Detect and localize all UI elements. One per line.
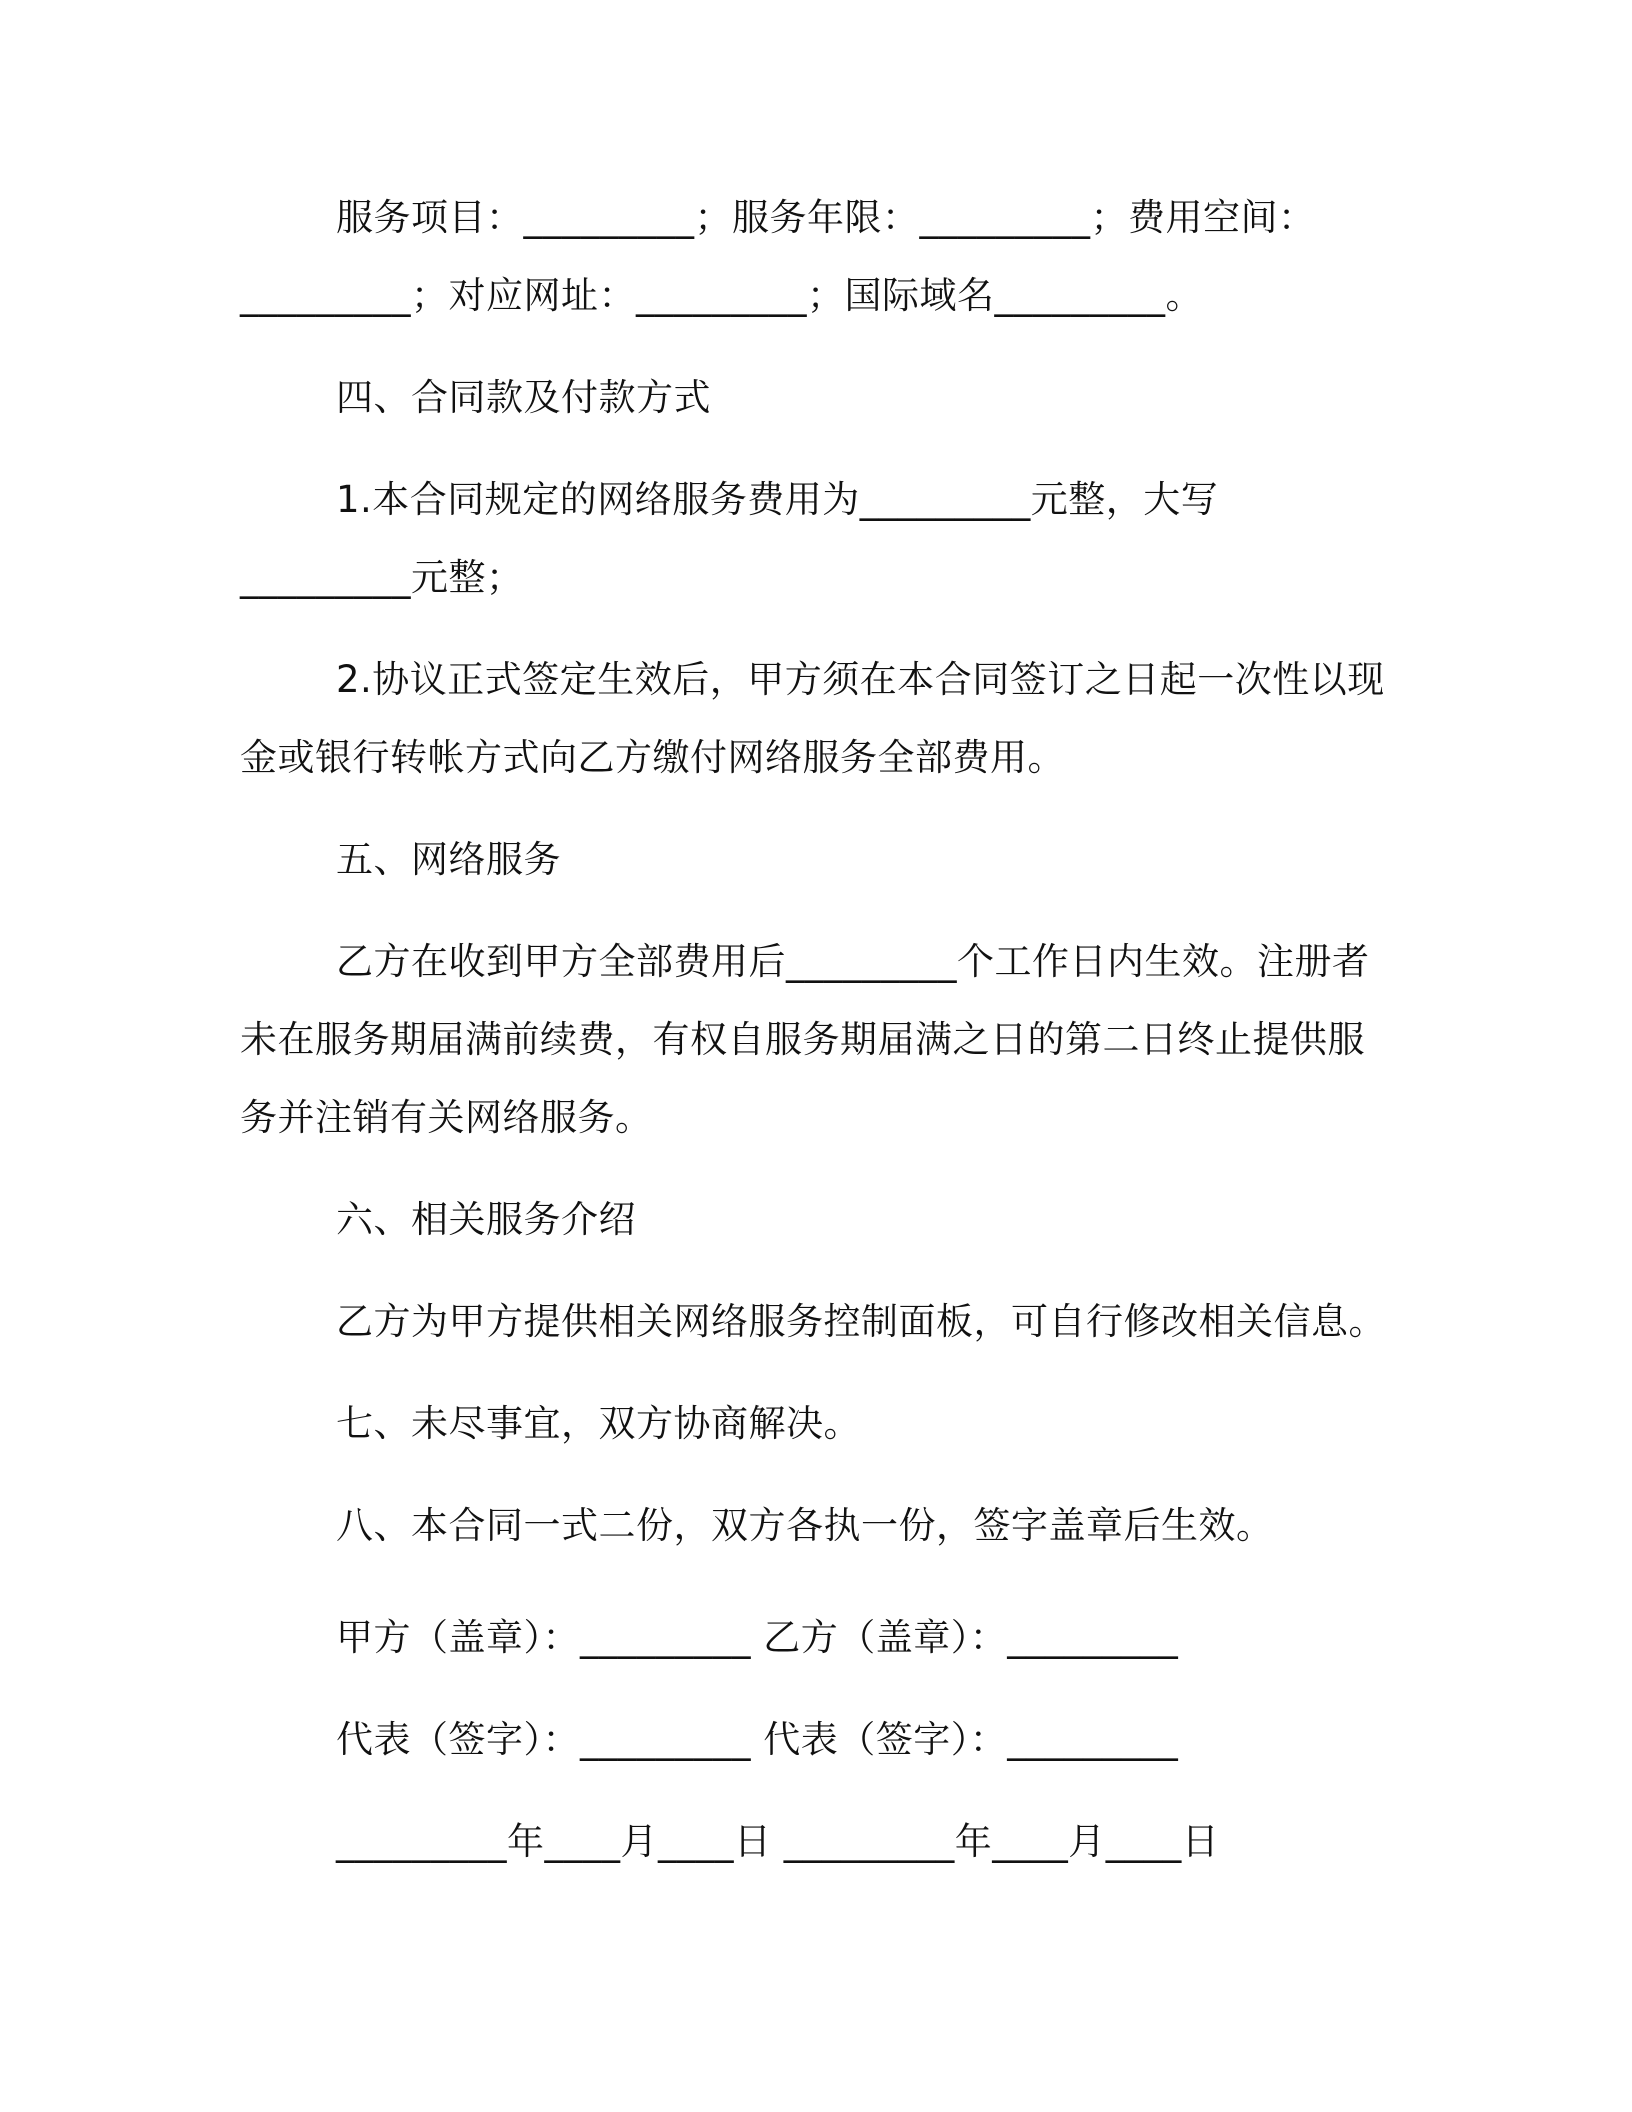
signature-seal-line: 甲方（盖章）：_________ 乙方（盖章）：_________ xyxy=(336,1616,1179,1659)
service-details-line-1: 服务项目：_________；服务年限：_________；费用空间： xyxy=(336,196,1316,239)
network-service-line-2: 未在服务期届满前续费，有权自服务期届满之日的第二日终止提供服 xyxy=(240,1018,1365,1061)
payment-clause-2-line-2: 金或银行转帐方式向乙方缴付网络服务全部费用。 xyxy=(240,736,1065,779)
payment-clause-2-line-1: 2.协议正式签定生效后，甲方须在本合同签订之日起一次性以现 xyxy=(336,658,1385,701)
service-details-line-2: _________；对应网址：_________；国际域名_________。 xyxy=(240,274,1203,317)
section-heading-network-service: 五、网络服务 xyxy=(336,838,561,881)
network-service-line-1: 乙方在收到甲方全部费用后_________个工作日内生效。注册者 xyxy=(336,940,1370,983)
signature-representative-line: 代表（签字）：_________ 代表（签字）：_________ xyxy=(336,1718,1179,1761)
section-heading-payment: 四、合同款及付款方式 xyxy=(336,376,711,419)
network-service-line-3: 务并注销有关网络服务。 xyxy=(240,1096,653,1139)
payment-clause-1-line-1: 1.本合同规定的网络服务费用为_________元整，大写 xyxy=(336,478,1219,521)
related-services-text: 乙方为甲方提供相关网络服务控制面板，可自行修改相关信息。 xyxy=(336,1300,1386,1343)
section-heading-related-services: 六、相关服务介绍 xyxy=(336,1198,636,1241)
section-seven-text: 七、未尽事宜，双方协商解决。 xyxy=(336,1402,861,1445)
signature-date-line: _________年____月____日 _________年____月____日 xyxy=(336,1820,1220,1863)
payment-clause-1-line-2: _________元整； xyxy=(240,556,524,599)
section-eight-text: 八、本合同一式二份，双方各执一份，签字盖章后生效。 xyxy=(336,1504,1274,1547)
